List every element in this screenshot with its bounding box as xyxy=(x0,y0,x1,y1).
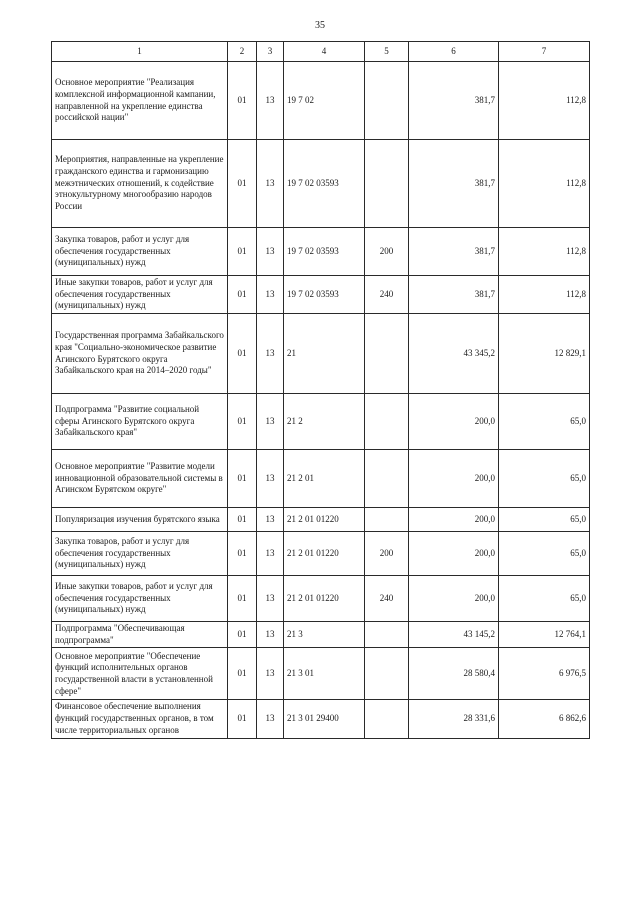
row-amount-approved: 200,0 xyxy=(409,394,499,450)
row-amount-executed: 65,0 xyxy=(499,532,590,576)
row-amount-approved: 381,7 xyxy=(409,140,499,228)
col-header-4: 4 xyxy=(284,42,365,62)
row-subsection: 13 xyxy=(257,700,284,738)
row-name: Основное мероприятие "Реализация комплексной информационной кампании, направленной на укрепление единства российской нации" xyxy=(52,62,228,140)
row-expense-type xyxy=(365,140,409,228)
row-amount-executed: 6 862,6 xyxy=(499,700,590,738)
row-expense-type xyxy=(365,450,409,508)
row-section: 01 xyxy=(228,228,257,276)
row-expense-type xyxy=(365,508,409,532)
row-subsection: 13 xyxy=(257,622,284,648)
col-header-6: 6 xyxy=(409,42,499,62)
header-row xyxy=(52,42,590,62)
row-name: Государственная программа Забайкальского края "Социально-экономическое развитие Агинского Бурятского округа Забайкальского края на 2014–2020 годы" xyxy=(52,314,228,394)
row-section: 01 xyxy=(228,276,257,314)
row-amount-executed: 112,8 xyxy=(499,276,590,314)
col-header-5: 5 xyxy=(365,42,409,62)
row-amount-approved: 43 345,2 xyxy=(409,314,499,394)
table-row xyxy=(52,394,590,450)
col-header-3: 3 xyxy=(257,42,284,62)
table-row xyxy=(52,700,590,738)
row-amount-executed: 12 829,1 xyxy=(499,314,590,394)
row-name: Иные закупки товаров, работ и услуг для обеспечения государственных (муниципальных) нужд xyxy=(52,276,228,314)
table-row xyxy=(52,314,590,394)
row-name: Закупка товаров, работ и услуг для обеспечения государственных (муниципальных) нужд xyxy=(52,228,228,276)
row-subsection: 13 xyxy=(257,394,284,450)
row-expense-type: 200 xyxy=(365,228,409,276)
row-name: Финансовое обеспечение выполнения функций государственных органов, в том числе территориальных органов xyxy=(52,700,228,738)
row-amount-approved: 381,7 xyxy=(409,276,499,314)
row-subsection: 13 xyxy=(257,228,284,276)
row-name: Основное мероприятие "Обеспечение функций исполнительных органов государственной власти в установленной сфере" xyxy=(52,648,228,700)
row-target-code: 21 2 01 01220 xyxy=(284,576,365,622)
row-expense-type xyxy=(365,622,409,648)
row-target-code: 21 2 xyxy=(284,394,365,450)
row-target-code: 19 7 02 xyxy=(284,62,365,140)
row-subsection: 13 xyxy=(257,508,284,532)
row-target-code: 21 xyxy=(284,314,365,394)
table-row xyxy=(52,276,590,314)
table-row xyxy=(52,62,590,140)
row-name: Популяризация изучения бурятского языка xyxy=(52,508,228,532)
row-target-code: 21 2 01 01220 xyxy=(284,508,365,532)
page-number: 35 xyxy=(315,20,325,31)
row-section: 01 xyxy=(228,648,257,700)
table-row xyxy=(52,508,590,532)
row-name: Основное мероприятие "Развитие модели инновационной образовательной системы в Агинском Бурятском округе" xyxy=(52,450,228,508)
row-amount-executed: 12 764,1 xyxy=(499,622,590,648)
row-target-code: 21 3 xyxy=(284,622,365,648)
row-amount-approved: 200,0 xyxy=(409,576,499,622)
row-target-code: 21 3 01 xyxy=(284,648,365,700)
row-amount-approved: 43 145,2 xyxy=(409,622,499,648)
row-section: 01 xyxy=(228,622,257,648)
row-subsection: 13 xyxy=(257,62,284,140)
row-expense-type xyxy=(365,394,409,450)
row-name: Мероприятия, направленные на укрепление гражданского единства и гармонизацию межэтнических отношений, к содействие этнокультурному многообразию народов России xyxy=(52,140,228,228)
row-target-code: 21 2 01 xyxy=(284,450,365,508)
row-subsection: 13 xyxy=(257,532,284,576)
row-name: Подпрограмма "Обеспечивающая подпрограмма" xyxy=(52,622,228,648)
row-subsection: 13 xyxy=(257,450,284,508)
row-amount-executed: 65,0 xyxy=(499,508,590,532)
table-body xyxy=(52,62,590,739)
table-row xyxy=(52,140,590,228)
row-section: 01 xyxy=(228,394,257,450)
row-subsection: 13 xyxy=(257,314,284,394)
row-section: 01 xyxy=(228,62,257,140)
col-header-7: 7 xyxy=(499,42,590,62)
row-amount-executed: 6 976,5 xyxy=(499,648,590,700)
row-amount-executed: 65,0 xyxy=(499,450,590,508)
row-amount-approved: 28 580,4 xyxy=(409,648,499,700)
row-amount-approved: 200,0 xyxy=(409,450,499,508)
row-expense-type xyxy=(365,700,409,738)
row-name: Иные закупки товаров, работ и услуг для обеспечения государственных (муниципальных) нужд xyxy=(52,576,228,622)
row-section: 01 xyxy=(228,450,257,508)
row-section: 01 xyxy=(228,532,257,576)
row-amount-approved: 200,0 xyxy=(409,532,499,576)
row-target-code: 19 7 02 03593 xyxy=(284,228,365,276)
row-name: Закупка товаров, работ и услуг для обеспечения государственных (муниципальных) нужд xyxy=(52,532,228,576)
row-amount-approved: 381,7 xyxy=(409,228,499,276)
table-row xyxy=(52,228,590,276)
row-amount-executed: 112,8 xyxy=(499,140,590,228)
row-amount-executed: 65,0 xyxy=(499,576,590,622)
row-section: 01 xyxy=(228,314,257,394)
table-row xyxy=(52,450,590,508)
row-target-code: 21 3 01 29400 xyxy=(284,700,365,738)
row-amount-approved: 381,7 xyxy=(409,62,499,140)
row-expense-type xyxy=(365,648,409,700)
row-subsection: 13 xyxy=(257,140,284,228)
table-row xyxy=(52,648,590,700)
row-expense-type: 240 xyxy=(365,576,409,622)
row-name: Подпрограмма "Развитие социальной сферы Агинского Бурятского округа Забайкальского края" xyxy=(52,394,228,450)
table-row xyxy=(52,532,590,576)
row-subsection: 13 xyxy=(257,276,284,314)
row-subsection: 13 xyxy=(257,576,284,622)
row-amount-executed: 112,8 xyxy=(499,228,590,276)
row-amount-approved: 28 331,6 xyxy=(409,700,499,738)
row-amount-executed: 112,8 xyxy=(499,62,590,140)
table-row xyxy=(52,622,590,648)
row-amount-approved: 200,0 xyxy=(409,508,499,532)
row-subsection: 13 xyxy=(257,648,284,700)
row-expense-type: 240 xyxy=(365,276,409,314)
table-row xyxy=(52,576,590,622)
col-header-2: 2 xyxy=(228,42,257,62)
row-amount-executed: 65,0 xyxy=(499,394,590,450)
row-section: 01 xyxy=(228,700,257,738)
row-section: 01 xyxy=(228,576,257,622)
row-target-code: 19 7 02 03593 xyxy=(284,276,365,314)
budget-table xyxy=(51,41,590,739)
row-target-code: 21 2 01 01220 xyxy=(284,532,365,576)
row-expense-type xyxy=(365,314,409,394)
row-expense-type xyxy=(365,62,409,140)
row-section: 01 xyxy=(228,508,257,532)
row-target-code: 19 7 02 03593 xyxy=(284,140,365,228)
row-expense-type: 200 xyxy=(365,532,409,576)
col-header-1: 1 xyxy=(52,42,228,62)
row-section: 01 xyxy=(228,140,257,228)
